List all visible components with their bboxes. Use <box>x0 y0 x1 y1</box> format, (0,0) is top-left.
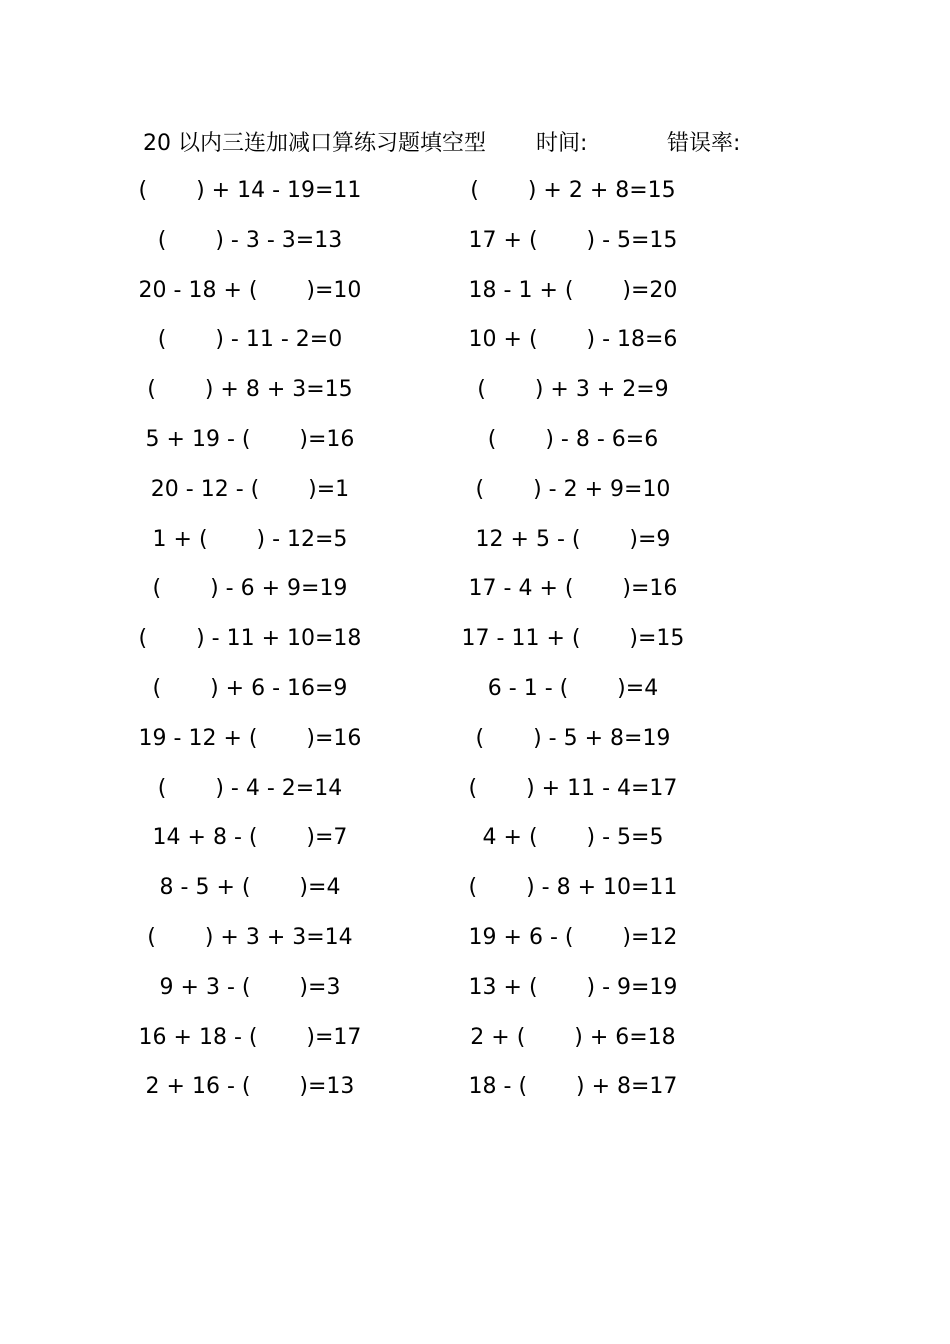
problem-right: 17 + ( ) - 5=15 <box>468 227 678 253</box>
problem-left: ( ) - 4 - 2=14 <box>157 775 343 801</box>
problem-left: 20 - 12 - ( )=1 <box>150 476 350 502</box>
problem-right: 18 - ( ) + 8=17 <box>468 1074 678 1100</box>
problem-left: ( ) - 11 + 10=18 <box>138 626 362 652</box>
problem-row <box>0 521 950 571</box>
problem-left: 9 + 3 - ( )=3 <box>159 974 341 1000</box>
problem-left: 14 + 8 - ( )=7 <box>152 825 348 851</box>
problem-right: ( ) + 2 + 8=15 <box>470 178 676 203</box>
problem-left: ( ) - 3 - 3=13 <box>157 227 343 253</box>
problem-row <box>0 222 950 272</box>
problem-row <box>0 819 950 869</box>
problem-right: ( ) - 8 - 6=6 <box>487 426 659 452</box>
problem-row <box>0 670 950 720</box>
problem-left: 2 + 16 - ( )=13 <box>145 1074 355 1100</box>
problem-left: 20 - 18 + ( )=10 <box>138 277 362 303</box>
problem-row <box>0 272 950 322</box>
problem-left: ( ) + 14 - 19=11 <box>138 178 362 203</box>
worksheet-header <box>0 126 950 160</box>
error-rate-label: 错误率: <box>667 131 741 156</box>
problem-right: 4 + ( ) - 5=5 <box>482 825 664 851</box>
problem-right: 2 + ( ) + 6=18 <box>470 1024 676 1050</box>
problem-right: 13 + ( ) - 9=19 <box>468 974 678 1000</box>
problem-left: ( ) + 8 + 3=15 <box>147 377 353 403</box>
problem-row <box>0 869 950 919</box>
problem-row <box>0 471 950 521</box>
problem-right: 19 + 6 - ( )=12 <box>468 924 678 950</box>
problem-left: ( ) + 6 - 16=9 <box>152 675 348 701</box>
problem-left: 16 + 18 - ( )=17 <box>138 1024 362 1050</box>
problem-left: ( ) + 3 + 3=14 <box>147 924 353 950</box>
problem-row <box>0 969 950 1019</box>
problem-row <box>0 919 950 969</box>
problem-row <box>0 570 950 620</box>
worksheet-title: 20 以内三连加减口算练习题填空型 <box>143 131 486 156</box>
problem-right: ( ) + 3 + 2=9 <box>477 377 669 403</box>
problem-right: ( ) - 2 + 9=10 <box>475 476 671 502</box>
problem-list <box>0 172 950 1118</box>
problem-left: ( ) - 6 + 9=19 <box>152 576 348 602</box>
problem-right: ( ) + 11 - 4=17 <box>468 775 678 801</box>
problem-row <box>0 720 950 770</box>
problem-row <box>0 620 950 670</box>
problem-right: 18 - 1 + ( )=20 <box>468 277 678 303</box>
problem-right: 10 + ( ) - 18=6 <box>468 327 678 353</box>
problem-row <box>0 770 950 820</box>
problem-left: 1 + ( ) - 12=5 <box>152 526 348 552</box>
problem-left: ( ) - 11 - 2=0 <box>157 327 343 353</box>
problem-right: 17 - 11 + ( )=15 <box>461 626 685 652</box>
problem-right: 17 - 4 + ( )=16 <box>468 576 678 602</box>
problem-right: ( ) - 5 + 8=19 <box>475 725 671 751</box>
problem-left: 5 + 19 - ( )=16 <box>145 426 355 452</box>
problem-left: 8 - 5 + ( )=4 <box>159 875 341 901</box>
problem-row <box>0 371 950 421</box>
problem-row <box>0 1019 950 1069</box>
problem-left: 19 - 12 + ( )=16 <box>138 725 362 751</box>
problem-row <box>0 1068 950 1118</box>
problem-row <box>0 172 950 222</box>
time-label: 时间: <box>536 131 588 156</box>
problem-row <box>0 421 950 471</box>
problem-right: 12 + 5 - ( )=9 <box>475 526 671 552</box>
problem-row <box>0 321 950 371</box>
problem-right: ( ) - 8 + 10=11 <box>468 875 678 901</box>
problem-right: 6 - 1 - ( )=4 <box>487 675 659 701</box>
